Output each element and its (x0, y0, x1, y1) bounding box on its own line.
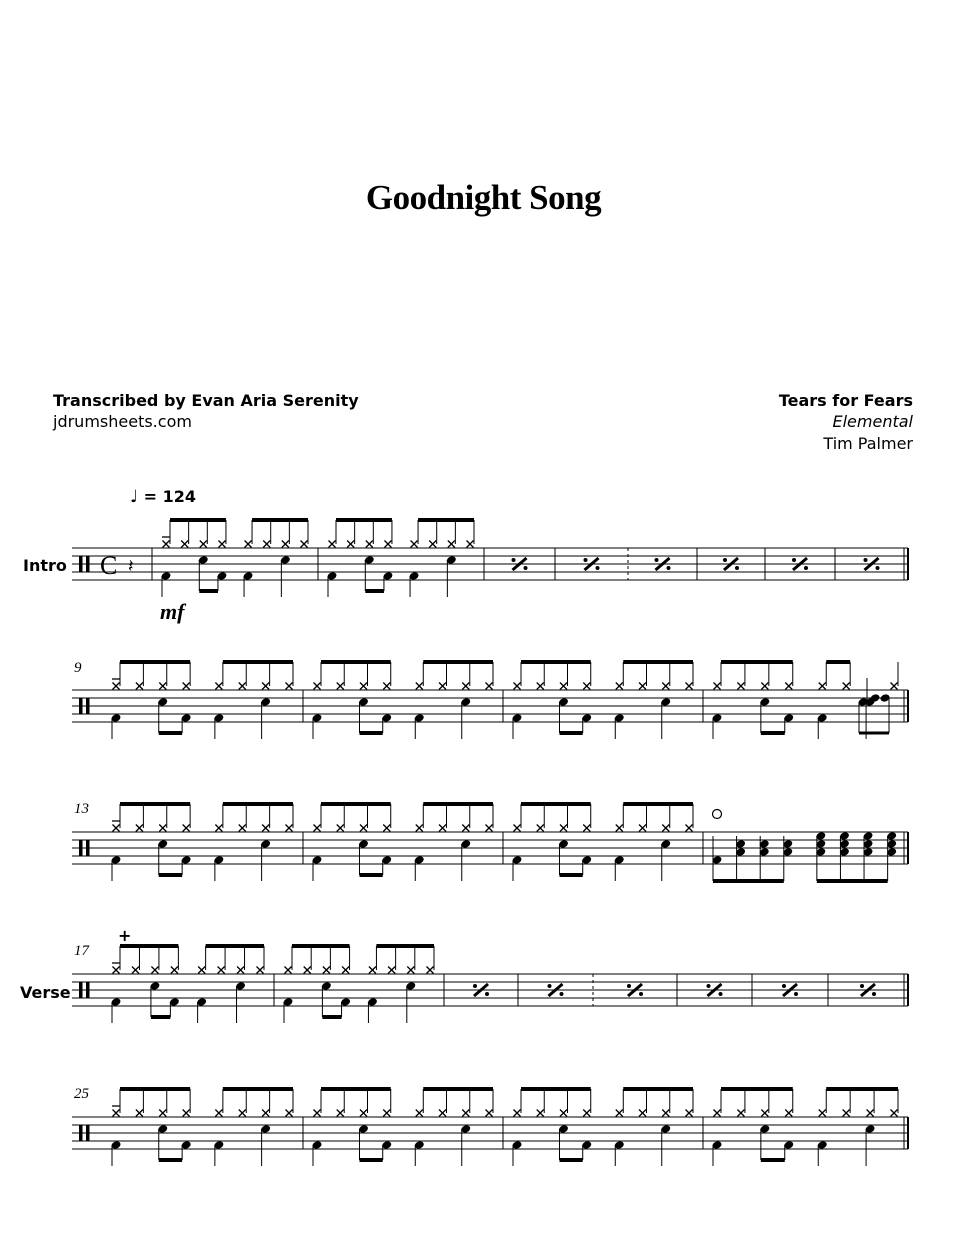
repeat-dot (707, 984, 711, 988)
hihat-note (245, 541, 252, 548)
hihat-note (686, 683, 693, 690)
repeat-dot (719, 992, 723, 996)
hihat-note (785, 683, 792, 690)
hihat-note (429, 541, 436, 548)
hihat-note (360, 1110, 367, 1117)
percussion-clef-icon (86, 982, 90, 998)
repeat-dot (560, 992, 564, 996)
repeat-dot (627, 984, 631, 988)
hihat-note (360, 683, 367, 690)
percussion-clef-icon (86, 698, 90, 714)
repeat-dot (667, 566, 671, 570)
hihat-note (239, 683, 246, 690)
hihat-note (761, 1110, 768, 1117)
repeat-dot (584, 558, 588, 562)
repeat-dot (596, 566, 600, 570)
hihat-note (737, 683, 744, 690)
hihat-note (183, 683, 190, 690)
hihat-note (843, 683, 850, 690)
album-name: Elemental (832, 412, 913, 431)
hihat-note (239, 825, 246, 832)
repeat-dot (473, 984, 477, 988)
hihat-note (662, 1110, 669, 1117)
percussion-clef-icon (86, 556, 90, 572)
hihat-note (583, 825, 590, 832)
repeat-dot (485, 992, 489, 996)
hihat-note (200, 541, 207, 548)
hihat-note (616, 1110, 623, 1117)
measure-number: 17 (74, 943, 89, 959)
repeat-dot (548, 984, 552, 988)
hihat-note (136, 825, 143, 832)
hihat-note (262, 683, 269, 690)
groove-measure (312, 804, 493, 881)
hihat-note (113, 967, 120, 974)
hihat-note (301, 541, 308, 548)
hihat-note (439, 683, 446, 690)
hihat-note (514, 1110, 521, 1117)
hihat-note (383, 1110, 390, 1117)
hihat-note (416, 683, 423, 690)
hihat-note (448, 541, 455, 548)
hihat-note (388, 967, 395, 974)
groove-measure (111, 662, 293, 739)
hihat-note (282, 541, 289, 548)
quarter-note-icon: ♩ (130, 487, 139, 507)
open-marker: + (118, 926, 132, 945)
percussion-clef-icon (86, 840, 90, 856)
hihat-note (439, 825, 446, 832)
hihat-note (761, 683, 768, 690)
hihat-note (785, 1110, 792, 1117)
hihat-note (662, 825, 669, 832)
hihat-note (416, 825, 423, 832)
hihat-note (383, 825, 390, 832)
hihat-note (819, 1110, 826, 1117)
hihat-note (314, 1110, 321, 1117)
hihat-note (583, 683, 590, 690)
percussion-clef-icon (79, 698, 83, 714)
hihat-note (151, 967, 158, 974)
hihat-note (159, 825, 166, 832)
percussion-clef-icon (79, 840, 83, 856)
hihat-note (113, 825, 120, 832)
hihat-note (867, 1110, 874, 1117)
hihat-note (639, 825, 646, 832)
measure-number: 9 (74, 660, 82, 676)
groove-measure (111, 1089, 293, 1166)
hihat-note (891, 1110, 898, 1117)
hihat-note (159, 1110, 166, 1117)
hihat-note (384, 541, 391, 548)
hihat-note (286, 825, 293, 832)
repeat-dot (794, 992, 798, 996)
producer-name: Tim Palmer (823, 434, 913, 453)
percussion-clef-icon (79, 556, 83, 572)
time-signature: C (100, 551, 118, 580)
repeat-dot (639, 992, 643, 996)
hihat-note (616, 683, 623, 690)
hihat-note (198, 967, 205, 974)
hihat-note (462, 1110, 469, 1117)
hihat-note (171, 967, 178, 974)
hihat-note (843, 1110, 850, 1117)
artist-name: Tears for Fears (778, 391, 913, 410)
repeat-dot (864, 558, 868, 562)
hihat-note (686, 825, 693, 832)
hihat-note (257, 967, 264, 974)
hihat-note (337, 1110, 344, 1117)
hihat-note (407, 967, 414, 974)
groove-measure (512, 1089, 693, 1166)
hihat-note (263, 541, 270, 548)
hihat-note (639, 1110, 646, 1117)
section-label-intro: Intro (23, 556, 67, 575)
groove-measure (111, 804, 293, 881)
hihat-note (113, 1110, 120, 1117)
hihat-note (239, 1110, 246, 1117)
groove-measure (512, 662, 693, 739)
hihat-note (486, 683, 493, 690)
hihat-note (215, 683, 222, 690)
section-label-verse: Verse (20, 983, 71, 1002)
repeat-dot (512, 558, 516, 562)
measure-number: 13 (74, 801, 89, 817)
dynamic-marking: mf (160, 599, 185, 624)
hihat-note (486, 1110, 493, 1117)
hihat-note (159, 683, 166, 690)
hihat-note (329, 541, 336, 548)
hihat-note (369, 967, 376, 974)
hihat-note (583, 1110, 590, 1117)
crash-note (713, 810, 722, 819)
groove-measure (312, 1089, 493, 1166)
hihat-note (537, 1110, 544, 1117)
repeat-dot (782, 984, 786, 988)
measure-number: 25 (74, 1086, 89, 1102)
hihat-note (383, 683, 390, 690)
hihat-note (215, 1110, 222, 1117)
hihat-note (714, 1110, 721, 1117)
groove-measure (512, 804, 693, 881)
website-text: jdrumsheets.com (53, 412, 192, 431)
hihat-note (686, 1110, 693, 1117)
hihat-note (237, 967, 244, 974)
hihat-note (514, 683, 521, 690)
hihat-note (714, 683, 721, 690)
groove-measure (327, 520, 474, 597)
hihat-note (467, 541, 474, 548)
hihat-note (218, 541, 225, 548)
hihat-note (366, 541, 373, 548)
hihat-note (314, 825, 321, 832)
hihat-note (136, 683, 143, 690)
groove-measure (712, 662, 898, 739)
hihat-note (560, 825, 567, 832)
hihat-note (639, 683, 646, 690)
hihat-note (662, 683, 669, 690)
repeat-dot (655, 558, 659, 562)
song-title: Goodnight Song (365, 178, 602, 217)
hihat-note (360, 825, 367, 832)
hihat-note (323, 967, 330, 974)
hihat-note (262, 1110, 269, 1117)
groove-measure (712, 1089, 898, 1166)
percussion-clef-icon (79, 1125, 83, 1141)
hihat-note (314, 683, 321, 690)
hihat-note (183, 1110, 190, 1117)
hihat-note (113, 683, 120, 690)
repeat-dot (524, 566, 528, 570)
repeat-dot (723, 558, 727, 562)
repeat-dot (804, 566, 808, 570)
hihat-note (427, 967, 434, 974)
hihat-note (486, 825, 493, 832)
hihat-note (560, 1110, 567, 1117)
hihat-note (537, 683, 544, 690)
hihat-note (304, 967, 311, 974)
quarter-rest-icon: 𝄽 (128, 556, 134, 577)
hihat-note (891, 683, 898, 690)
tempo-value: = 124 (143, 487, 196, 506)
groove-measure (312, 662, 493, 739)
hihat-note (136, 1110, 143, 1117)
hihat-note (560, 683, 567, 690)
groove-measure (161, 520, 308, 597)
repeat-dot (876, 566, 880, 570)
hihat-note (462, 825, 469, 832)
groove-measure (283, 946, 434, 1023)
hihat-note (411, 541, 418, 548)
hihat-note (416, 1110, 423, 1117)
hihat-note (183, 825, 190, 832)
hihat-note (342, 967, 349, 974)
hihat-note (439, 1110, 446, 1117)
hihat-note (737, 1110, 744, 1117)
hihat-note (218, 967, 225, 974)
hihat-note (537, 825, 544, 832)
repeat-dot (860, 984, 864, 988)
transcriber-credit: Transcribed by Evan Aria Serenity (53, 391, 359, 410)
hihat-note (347, 541, 354, 548)
hihat-note (262, 825, 269, 832)
hihat-note (337, 683, 344, 690)
fill-measure (712, 810, 898, 882)
hihat-note (514, 825, 521, 832)
hihat-note (337, 825, 344, 832)
hihat-note (286, 1110, 293, 1117)
percussion-clef-icon (86, 1125, 90, 1141)
repeat-dot (872, 992, 876, 996)
hihat-note (132, 967, 139, 974)
hihat-note (215, 825, 222, 832)
hihat-note (285, 967, 292, 974)
percussion-clef-icon (79, 982, 83, 998)
hihat-note (163, 541, 170, 548)
hihat-note (462, 683, 469, 690)
hihat-note (181, 541, 188, 548)
repeat-dot (735, 566, 739, 570)
hihat-note (286, 683, 293, 690)
repeat-dot (792, 558, 796, 562)
hihat-note (819, 683, 826, 690)
hihat-note (616, 825, 623, 832)
